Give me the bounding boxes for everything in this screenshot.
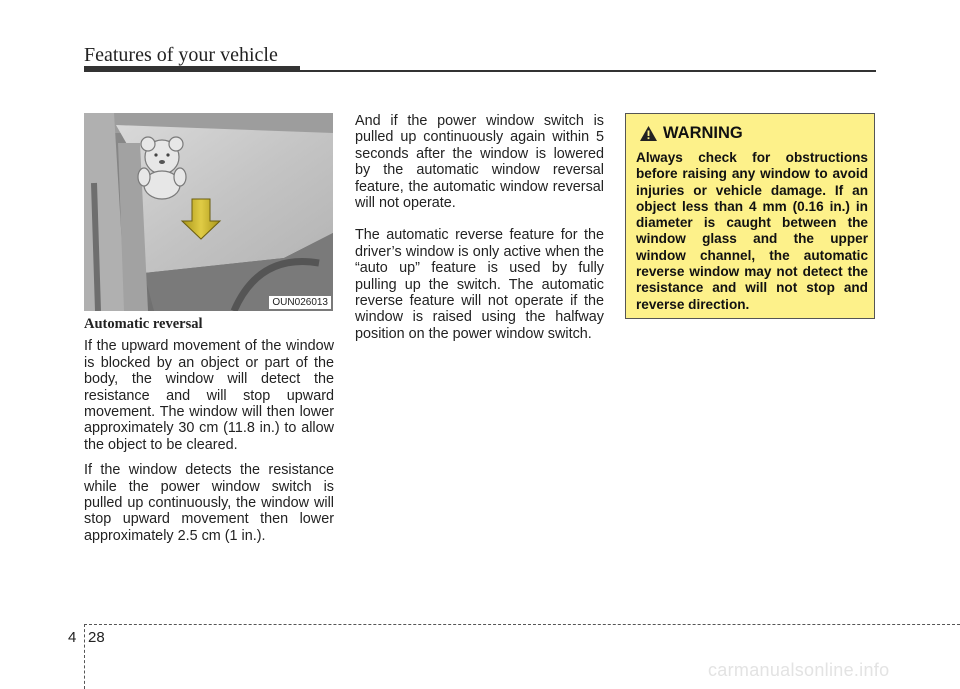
paragraph: The automatic reverse feature for the driver’s window is only active when the “auto up” feature is used by fully pulling up the switch. The automatic reverse feature will not operate if the window is raised using the halfway position on the power window switch.: [355, 227, 604, 342]
window-illustration: [84, 113, 333, 311]
paragraph: And if the power window switch is pulled up continuously again within 5 seconds after the window is lowered by the automatic window reversal feature, the automatic window reversal will not operate.: [355, 113, 604, 212]
warning-box: [625, 113, 875, 319]
paragraph: If the window detects the resistance while the power window switch is pulled up continuously, the window will stop upward movement then lower approximately 2.5 cm (1 in.).: [84, 462, 334, 544]
page-header-title: Features of your vehicle: [84, 44, 278, 66]
left-column: [84, 316, 334, 553]
page-number: 28: [88, 629, 105, 646]
warning-header: [640, 124, 743, 143]
warning-text: Always check for obstructions before raising any window to avoid injuries or vehicle damage. If an object less than 4 mm (0.16 in.) in diameter is caught between the window glass and the upper window channel, the automatic reverse window may not detect the resistance and will not stop and reverse direction.: [636, 150, 868, 312]
footer-rule: [84, 624, 960, 625]
middle-column: [355, 113, 604, 351]
paragraph: If the upward movement of the window is blocked by an object or part of the body, the window will detect the resistance and will stop upward movement. The window will then lower approximately 30 cm (11.8 in.) to allow the object to be cleared.: [84, 338, 334, 453]
header-bar: [84, 66, 300, 72]
automatic-reversal-heading: Automatic reversal: [84, 316, 203, 332]
teddy-bear: [138, 137, 186, 199]
footer-vertical-rule: [84, 624, 85, 689]
figure-caption: OUN026013: [269, 296, 331, 309]
warning-triangle-icon: [640, 126, 657, 141]
watermark: carmanualsonline.info: [708, 660, 890, 680]
header-rule: [300, 70, 876, 72]
warning-title: WARNING: [663, 124, 743, 142]
car-window-drawing: [84, 113, 333, 311]
chapter-number: 4: [68, 629, 77, 646]
